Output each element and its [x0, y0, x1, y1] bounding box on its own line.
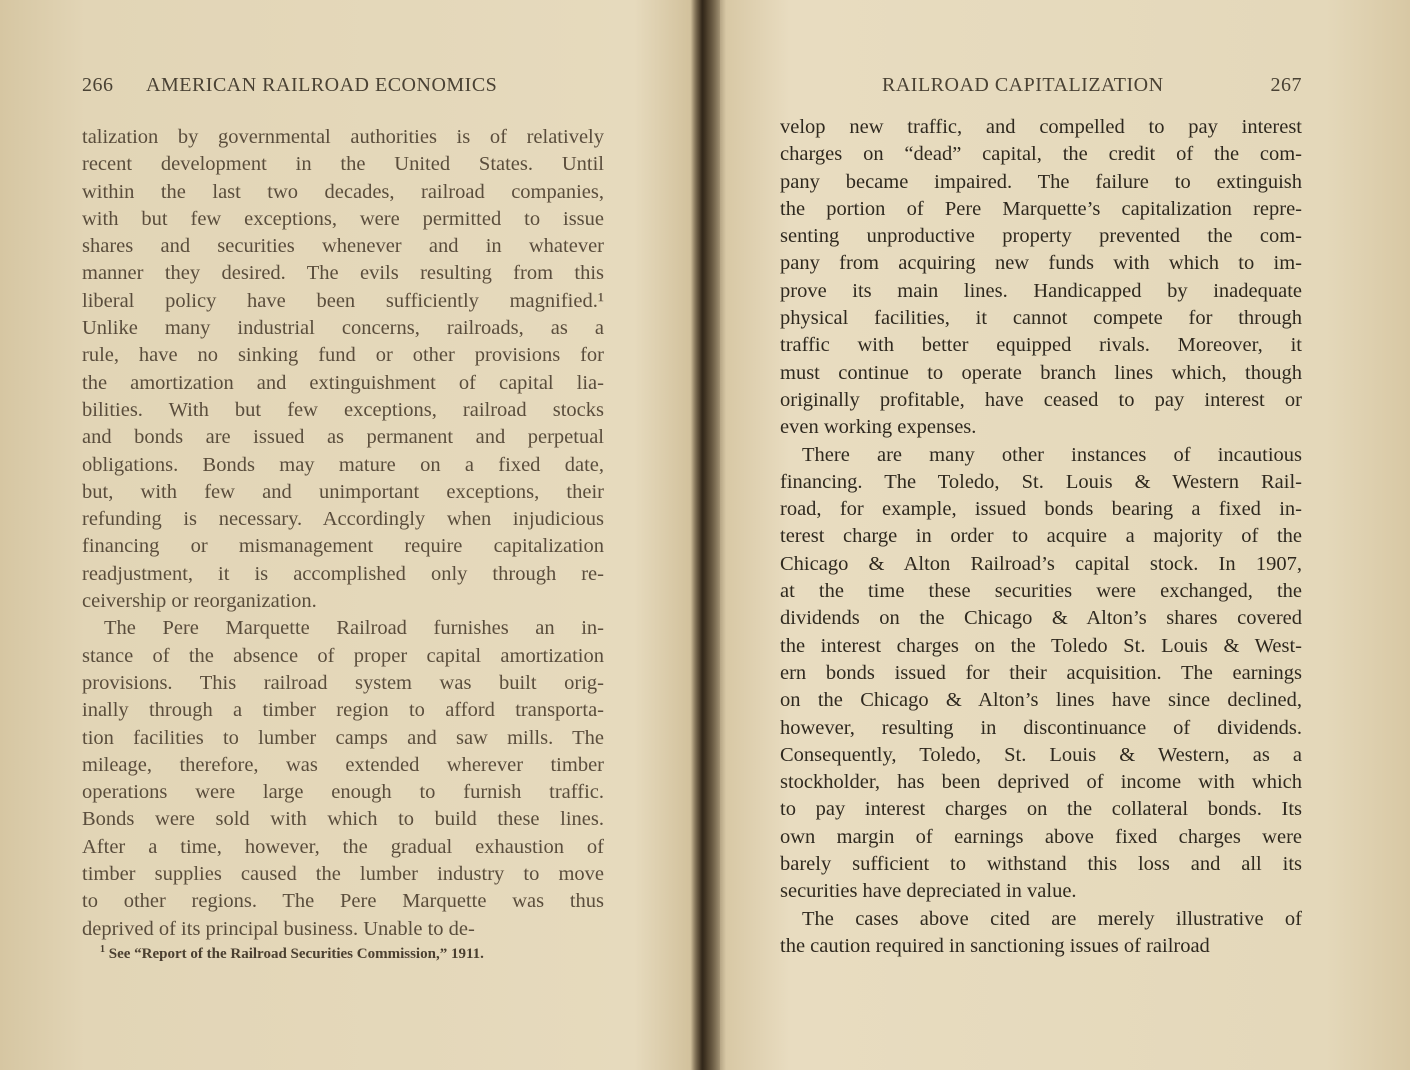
- text-line: traffic with better equipped rivals. Moreover, it: [780, 334, 1302, 357]
- footnote-text: See “Report of the Railroad Securities Commission,” 1911.: [108, 946, 484, 962]
- text-line: pany became impaired. The failure to extinguish: [780, 170, 1302, 193]
- text-line: obligations. Bonds may mature on a fixed date,: [82, 453, 604, 476]
- left-page-body: [82, 124, 604, 943]
- text-line: Consequently, Toledo, St. Louis & Western, as a: [780, 743, 1302, 766]
- left-running-head: AMERICAN RAILROAD ECONOMICS: [146, 74, 498, 96]
- right-running-head: RAILROAD CAPITALIZATION: [882, 74, 1164, 96]
- text-line: refunding is necessary. Accordingly when injudicious: [82, 508, 604, 531]
- text-line: velop new traffic, and compelled to pay interest: [780, 116, 1302, 138]
- text-line: senting unproductive property prevented the com-: [780, 225, 1302, 248]
- right-page: [708, 0, 1410, 1070]
- text-line: rule, have no sinking fund or other provisions for: [82, 344, 604, 367]
- text-line: to pay interest charges on the collateral bonds. Its: [780, 798, 1302, 821]
- text-line: on the Chicago & Alton’s lines have since declined,: [780, 689, 1302, 712]
- text-line: manner they desired. The evils resulting from this: [82, 262, 604, 285]
- text-line: prove its main lines. Handicapped by inadequate: [780, 279, 1302, 302]
- text-line: The cases above cited are merely illustrative of: [802, 907, 1302, 930]
- text-line: securities have depreciated in value.: [780, 880, 1077, 903]
- text-line: financing or mismanagement require capitalization: [82, 535, 604, 558]
- text-line: financing. The Toledo, St. Louis & Western Rail-: [780, 470, 1302, 493]
- text-line: with but few exceptions, were permitted to issue: [82, 207, 604, 230]
- text-line: inally through a timber region to afford transporta-: [82, 699, 604, 722]
- text-line: terest charge in order to acquire a majority of the: [780, 525, 1302, 548]
- text-line: physical facilities, it cannot compete for through: [780, 307, 1302, 330]
- text-line: tion facilities to lumber camps and saw mills. The: [82, 726, 604, 749]
- text-line: Bonds were sold with which to build these lines.: [82, 808, 604, 831]
- text-line: stockholder, has been deprived of income with which: [780, 771, 1302, 794]
- text-line: After a time, however, the gradual exhaustion of: [82, 835, 604, 858]
- text-line: and bonds are issued as permanent and perpetual: [82, 426, 604, 449]
- text-line: deprived of its principal business. Unable to de-: [82, 917, 475, 940]
- text-line: liberal policy have been sufficiently magnified.¹: [82, 289, 604, 312]
- text-line: at the time these securities were exchanged, the: [780, 580, 1302, 603]
- text-line: however, resulting in discontinuance of dividends.: [780, 716, 1302, 739]
- text-line: originally profitable, have ceased to pay interest or: [780, 388, 1302, 411]
- footnote-marker: 1: [100, 944, 105, 955]
- text-line: own margin of earnings above fixed charges were: [780, 825, 1302, 848]
- text-line: Unlike many industrial concerns, railroads, as a: [82, 317, 604, 340]
- text-line: the portion of Pere Marquette’s capitalization repre-: [780, 197, 1302, 220]
- text-line: stance of the absence of proper capital amortization: [82, 644, 604, 667]
- text-line: the caution required in sanctioning issues of railroad: [780, 934, 1210, 957]
- text-line: bilities. With but few exceptions, railroad stocks: [82, 398, 604, 421]
- text-line: ern bonds issued for their acquisition. The earnings: [780, 661, 1302, 684]
- text-line: but, with few and unimportant exceptions, their: [82, 480, 604, 503]
- text-line: even working expenses.: [780, 416, 977, 439]
- right-page-body: [780, 114, 1302, 960]
- text-line: timber supplies caused the lumber industry to move: [82, 863, 604, 886]
- text-line: provisions. This railroad system was built orig-: [82, 671, 604, 694]
- text-line: pany from acquiring new funds with which to im-: [780, 252, 1302, 275]
- right-page-number: 267: [1270, 74, 1302, 96]
- text-line: There are many other instances of incautious: [802, 443, 1302, 466]
- text-line: operations were large enough to furnish traffic.: [82, 781, 604, 804]
- text-line: The Pere Marquette Railroad furnishes an in-: [104, 617, 604, 640]
- text-line: charges on “dead” capital, the credit of the com-: [780, 143, 1302, 166]
- text-line: road, for example, issued bonds bearing a fixed in-: [780, 498, 1302, 521]
- text-line: mileage, therefore, was extended wherever timber: [82, 753, 604, 776]
- text-line: the interest charges on the Toledo St. Louis & West-: [780, 634, 1302, 657]
- text-line: the amortization and extinguishment of capital lia-: [82, 371, 604, 394]
- left-page: [0, 0, 700, 1070]
- text-line: must continue to operate branch lines which, though: [780, 361, 1302, 384]
- text-line: shares and securities whenever and in whatever: [82, 235, 604, 258]
- text-line: talization by governmental authorities is of relatively: [82, 126, 604, 148]
- text-line: dividends on the Chicago & Alton’s shares covered: [780, 607, 1302, 630]
- text-line: recent development in the United States. Until: [82, 153, 604, 176]
- footnote: [100, 944, 484, 963]
- text-line: to other regions. The Pere Marquette was thus: [82, 890, 604, 913]
- text-line: readjustment, it is accomplished only through re-: [82, 562, 604, 585]
- left-page-number: 266: [82, 74, 114, 96]
- text-line: barely sufficient to withstand this loss and all its: [780, 853, 1302, 876]
- text-line: within the last two decades, railroad companies,: [82, 180, 604, 203]
- text-line: Chicago & Alton Railroad’s capital stock. In 1907,: [780, 552, 1302, 575]
- text-line: ceivership or reorganization.: [82, 590, 317, 613]
